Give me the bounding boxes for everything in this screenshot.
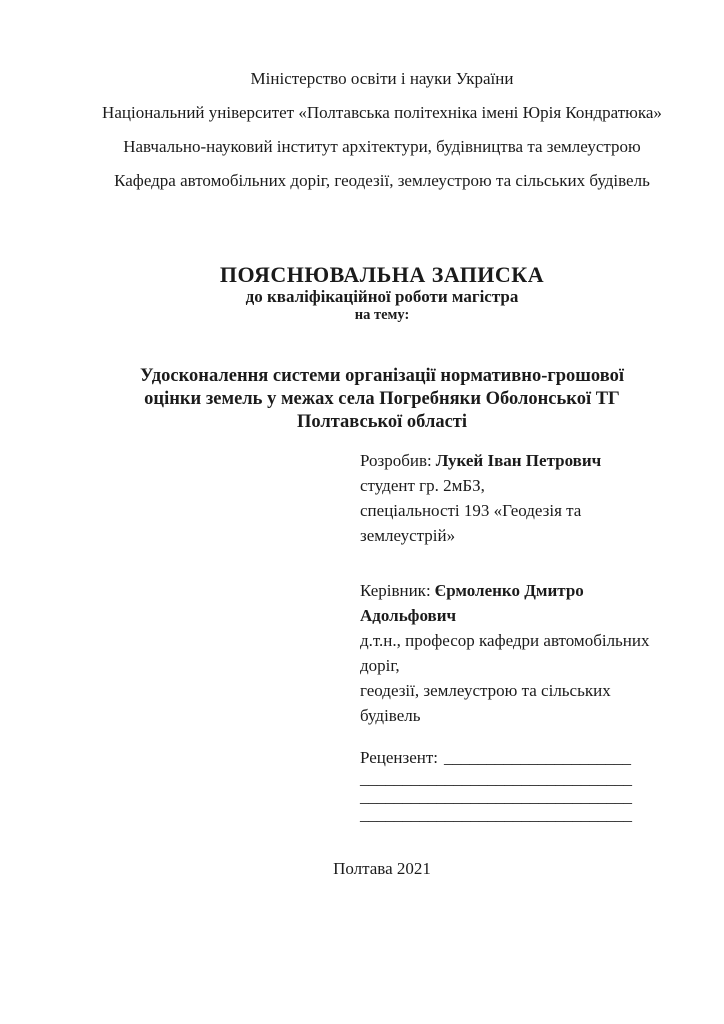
institute-line: Навчально-науковий інститут архітектури, будівництва та землеустрою [123, 137, 641, 156]
document-subtitle: до кваліфікаційної роботи магістра [245, 287, 519, 306]
developer-specialty: спеціальності 193 «Геодезія та землеустрій» [360, 501, 582, 545]
institution-header [88, 62, 676, 198]
reviewer-line [360, 745, 660, 770]
topic-label: на тему: [354, 307, 410, 323]
reviewer-blank-line-2: ________________________________ [360, 787, 632, 806]
supervisor-block [360, 578, 660, 728]
developer-group: студент гр. 2мБЗ, [360, 476, 485, 495]
department-line: Кафедра автомобільних доріг, геодезії, землеустрою та сільських будівель [114, 171, 650, 190]
supervisor-label: Керівник: [360, 581, 431, 600]
credits-column [360, 448, 660, 824]
reviewer-blank-line-1: ________________________________ [360, 769, 632, 788]
ministry-line: Міністерство освіти і науки України [250, 69, 514, 88]
reviewer-block [360, 745, 660, 824]
supervisor-line [360, 578, 660, 628]
thesis-topic-line-3: Полтавської області [296, 412, 468, 432]
developer-label: Розробив: [360, 451, 432, 470]
thesis-topic-line-2: оцінки земель у межах села Погребняки Оболонської ТГ [144, 389, 620, 409]
reviewer-label: Рецензент: [360, 748, 439, 767]
reviewer-blank-line-3: ________________________________ [360, 805, 632, 824]
supervisor-degree: д.т.н., професор кафедри автомобільних доріг, [360, 631, 650, 675]
developer-line [360, 448, 660, 473]
document-title-block [88, 263, 676, 324]
supervisor-name: Єрмоленко Дмитро Адольфович [360, 581, 584, 625]
city-year: Полтава 2021 [333, 859, 431, 878]
developer-name: Лукей Іван Петрович [435, 451, 602, 470]
university-line: Національний університет «Полтавська політехніка імені Юрія Кондратюка» [102, 103, 662, 122]
reviewer-signature-line: ______________________ [444, 748, 632, 767]
developer-block [360, 448, 660, 548]
thesis-topic [88, 365, 676, 434]
document-title: ПОЯСНЮВАЛЬНА ЗАПИСКА [219, 262, 545, 287]
supervisor-department: геодезії, землеустрою та сільських будівель [360, 681, 611, 725]
thesis-topic-line-1: Удосконалення системи організації нормативно-грошової [140, 366, 624, 386]
